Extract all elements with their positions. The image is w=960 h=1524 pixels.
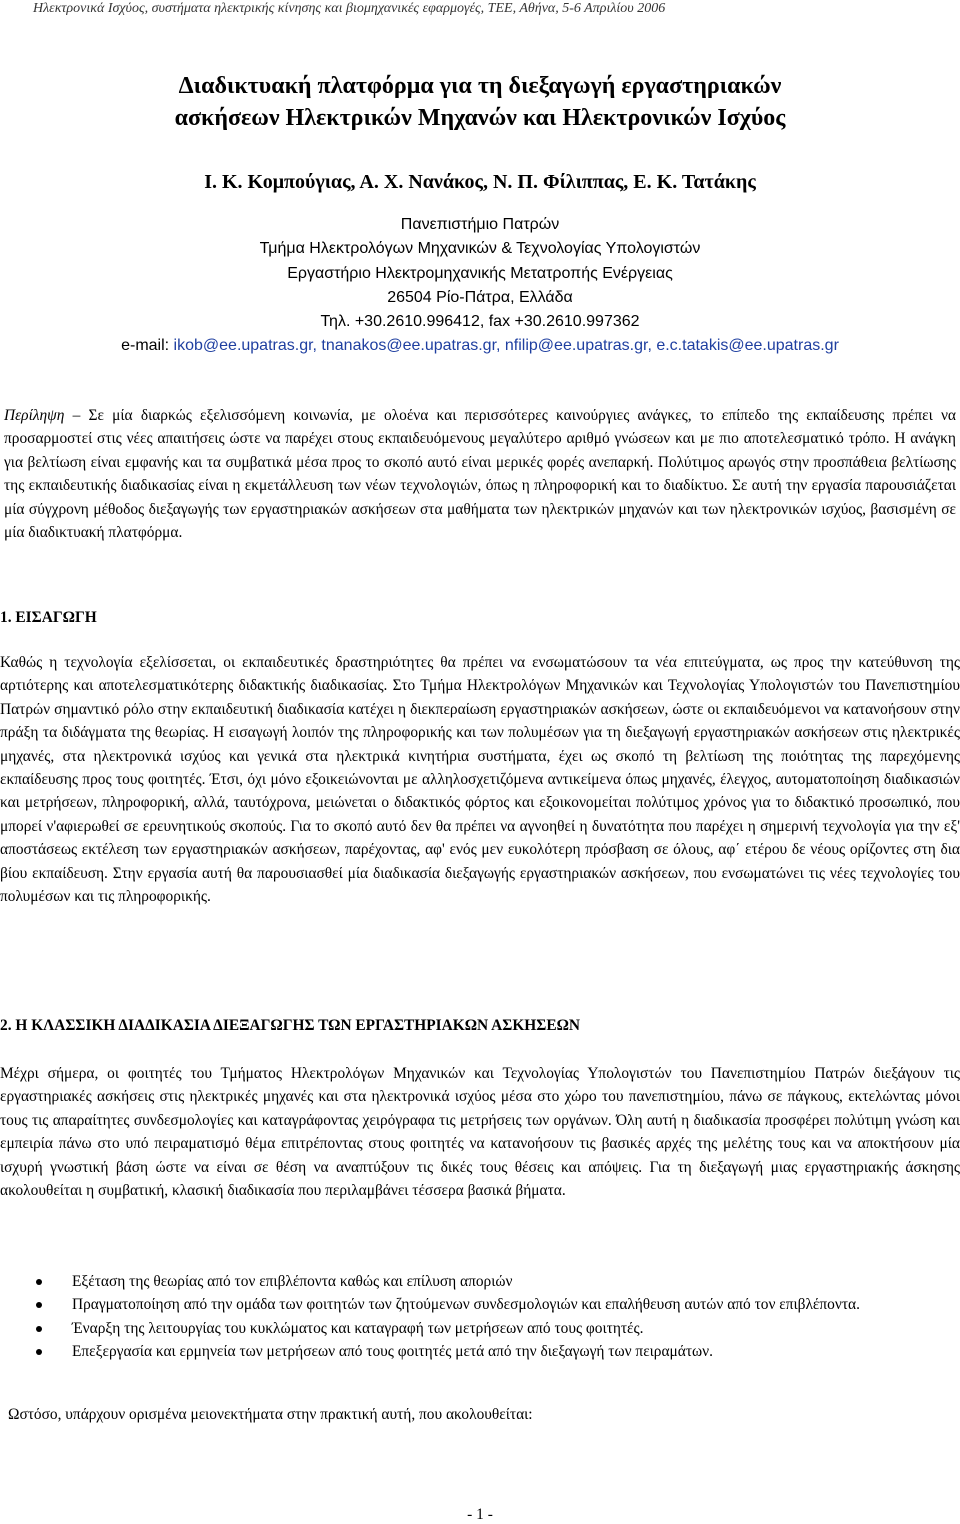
list-item [0,1317,960,1340]
section-2-paragraph: Μέχρι σήμερα, οι φοιτητές του Τμήματος Ηλεκτρολόγων Μηχανικών και Τεχνολογίας Υπολογιστών του Πανεπιστημίου Πατρών διεξάγουν τις εργαστηριακές ασκήσεις στις ηλεκτρικές μηχανές και στα ηλεκτρονικά ισχύος μέσα στο χώρο του πανεπιστημίου, πάνω σε πάγκους, εκτελώντας μόνοι τους τις απαραίτητες συνδεσμολογίες και καταγράφοντας χειρόγραφα τις μετρήσεις των οργάνων. Όλη αυτή η διαδικασία προσφέρει πολύτιμη γνώση και εμπειρία πάνω στο υπό πειραματισμό θέμα επιτρέποντας στους φοιτητές να κατανοήσουν τις βασικές αρχές της μελέτης τους και να αποκτήσουν μία ισχυρή γνωστική βάση ώστε να είναι σε θέση να αναπτύξουν τις δικές τους θέσεις και απόψεις. Για τη διεξαγωγή μιας εργαστηριακής άσκησης ακολουθείται η συμβατική, κλασική διαδικασία που περιλαμβάνει τέσσερα βασικά βήματα. [0,1065,960,1200]
running-header: Ηλεκτρονικά Ισχύος, συστήματα ηλεκτρικής κίνησης και βιομηχανικές εφαρμογές, ΤΕΕ, Αθήνα, 5-6 Απριλίου 2006 [33,1,666,16]
section-2-heading: 2. Η ΚΛΑΣΣΙΚΗ ΔΙΑΔΙΚΑΣΙΑ ΔΙΕΞΑΓΩΓΗΣ ΤΩΝ ΕΡΓΑΣΤΗΡΙΑΚΩΝ ΑΣΚΗΣΕΩΝ [0,1017,581,1034]
email-addresses[interactable]: ikob@ee.upatras.gr, tnanakos@ee.upatras.gr, nfilip@ee.upatras.gr, e.c.tatakis@ee.upatras.gr [173,337,839,355]
closing-sentence: Ωστόσο, υπάρχουν ορισμένα μειονεκτήματα στην πρακτική αυτή, που ακολουθείται: [8,1406,533,1423]
abstract-text: – Σε μία διαρκώς εξελισσόμενη κοινωνία, με ολοένα και περισσότερες καινούργιες ανάγκες, το επίπεδο της εκπαίδευσης πρέπει να προσαρμοστεί στις νέες απαιτήσεις ώστε να παρέχει στους εκπαιδευόμενους μεγαλύτερο αριθμό γνώσεων και με πιο αποτελεσματικό τρόπο. Η ανάγκη για βελτίωση είναι εμφανής και τα συμβατικά μέσα προς το σκοπό αυτό είναι μερικές φορές ανεπαρκή. Πολύτιμος αρωγός στην προσπάθεια βελτίωσης της εκπαιδευτικής διαδικασίας είναι η εκμετάλλευση των νέων τεχνολογιών, όπως η πληροφορική και το διαδίκτυο. Σε αυτή την εργασία παρουσιάζεται μία σύγχρονη μέθοδος διεξαγωγής των εργαστηριακών ασκήσεων στα μαθήματα των ηλεκτρικών μηχανών και των ηλεκτρονικών ισχύος, βασισμένη σε μία διαδικτυακή πλατφόρμα. [4,407,956,542]
department: Τμήμα Ηλεκτρολόγων Μηχανικών & Τεχνολογίας Υπολογιστών [259,240,701,258]
address: 26504 Ρίο-Πάτρα, Ελλάδα [387,288,573,306]
title-line-2: ασκήσεων Ηλεκτρικών Μηχανών και Ηλεκτρονικών Ισχύος [174,105,786,131]
affiliation-block [0,213,960,359]
list-item [0,1340,960,1363]
list-item [0,1293,960,1316]
list-item [0,1270,960,1293]
page-number: - 1 - [467,1506,493,1523]
list-item-text: Πραγματοποίηση από την ομάδα των φοιτητών των ζητούμενων συνδεσμολογιών και επαλήθευση αυτών από τον επιβλέποντα. [72,1296,860,1314]
email-label: e-mail: [121,337,174,355]
list-item-text: Εξέταση της θεωρίας από τον επιβλέποντα καθώς και επίλυση αποριών [72,1273,513,1290]
abstract-label: Περίληψη [4,407,65,424]
bullet-icon [36,1349,42,1355]
bullet-icon [36,1326,42,1332]
steps-list [0,1270,960,1364]
list-item-text: Έναρξη της λειτουργίας του κυκλώματος και καταγραφή των μετρήσεων από τους φοιτητές. [72,1319,644,1337]
laboratory: Εργαστήριο Ηλεκτρομηχανικής Μετατροπής Ενέργειας [287,264,673,282]
paper-title [0,70,960,134]
bullet-icon [36,1279,42,1285]
section-1-heading: 1. ΕΙΣΑΓΩΓΗ [0,609,97,626]
bullet-icon [36,1302,42,1308]
section-1-paragraph: Καθώς η τεχνολογία εξελίσσεται, οι εκπαιδευτικές δραστηριότητες θα πρέπει να ενσωματώσουν τα νέα επιτεύγματα, ως προς την κατεύθυνση της αρτιότερης και αποτελεσματικότερης διδακτικής διαδικασίας. Στο Τμήμα Ηλεκτρολόγων Μηχανικών και Τεχνολογίας Υπολογιστών του Πανεπιστημίου Πατρών σημαντικό ρόλο στην εκπαιδευτική διαδικασία κατέχει η διεκπεραίωση εργαστηριακών ασκήσεων, ώστε οι εκπαιδευόμενοι να κατανοήσουν στην πράξη τα διδάγματα της θεωρίας. Η εισαγωγή λοιπόν της πληροφορικής και των πολυμέσων για τη διεξαγωγή εργαστηριακών ασκήσεων στις ηλεκτρικές μηχανές, στα ηλεκτρονικά ισχύος και γενικά στα ηλεκτρικά κινητήρια συστήματα, έχει ως σκοπό τη βελτίωση της ποιότητας της παρεχόμενης εκπαίδευσης προς τους φοιτητές. Έτσι, όχι μόνο εξοικειώνονται με αλληλοσχετιζόμενα αντικείμενα όπως μηχανές, έλεγχος, αυτοματοποίηση διαδικασιών και μετρήσεων, πληροφορική, αλλά, ταυτόχρονα, μειώνεται ο διδακτικός φόρτος και εξοικονομείται πολύτιμος χρόνος για το διδακτικό προσωπικό, που μπορεί ν'αφιερωθεί σε ερευνητικούς σκοπούς. Για το σκοπό αυτό δεν θα πρέπει να αγνοηθεί η δυνατότητα που παρέχει η σημερινή τεχνολογία για την εξ' αποστάσεως εκτέλεση των εργαστηριακών ασκήσεων, παρέχοντας, αφ' ενός μεν ευκολότερη πρόσβαση σε όλους, αφ΄ ετέρου δε νέους ορίζοντες στη δια βίου εκπαίδευση. Στην εργασία αυτή θα παρουσιασθεί μία διαδικασία διεξαγωγής εργαστηριακών ασκήσεων, που ενσωματώνει τις νέες τεχνολογίες του πολυμέσων και τις πληροφορικής. [0,654,960,906]
email-line [0,334,960,358]
authors: Ι. Κ. Κομπούγιας, Α. Χ. Νανάκος, Ν. Π. Φίλιππας, Ε. Κ. Τατάκης [204,171,756,193]
title-line-1: Διαδικτυακή πλατφόρμα για τη διεξαγωγή εργαστηριακών [178,73,782,99]
list-item-text: Επεξεργασία και ερμηνεία των μετρήσεων από τους φοιτητές μετά από την διεξαγωγή των πειραμάτων. [72,1343,713,1361]
abstract [0,404,960,544]
phone-fax: Τηλ. +30.2610.996412, fax +30.2610.997362 [320,313,640,331]
university: Πανεπιστήμιο Πατρών [400,216,560,233]
